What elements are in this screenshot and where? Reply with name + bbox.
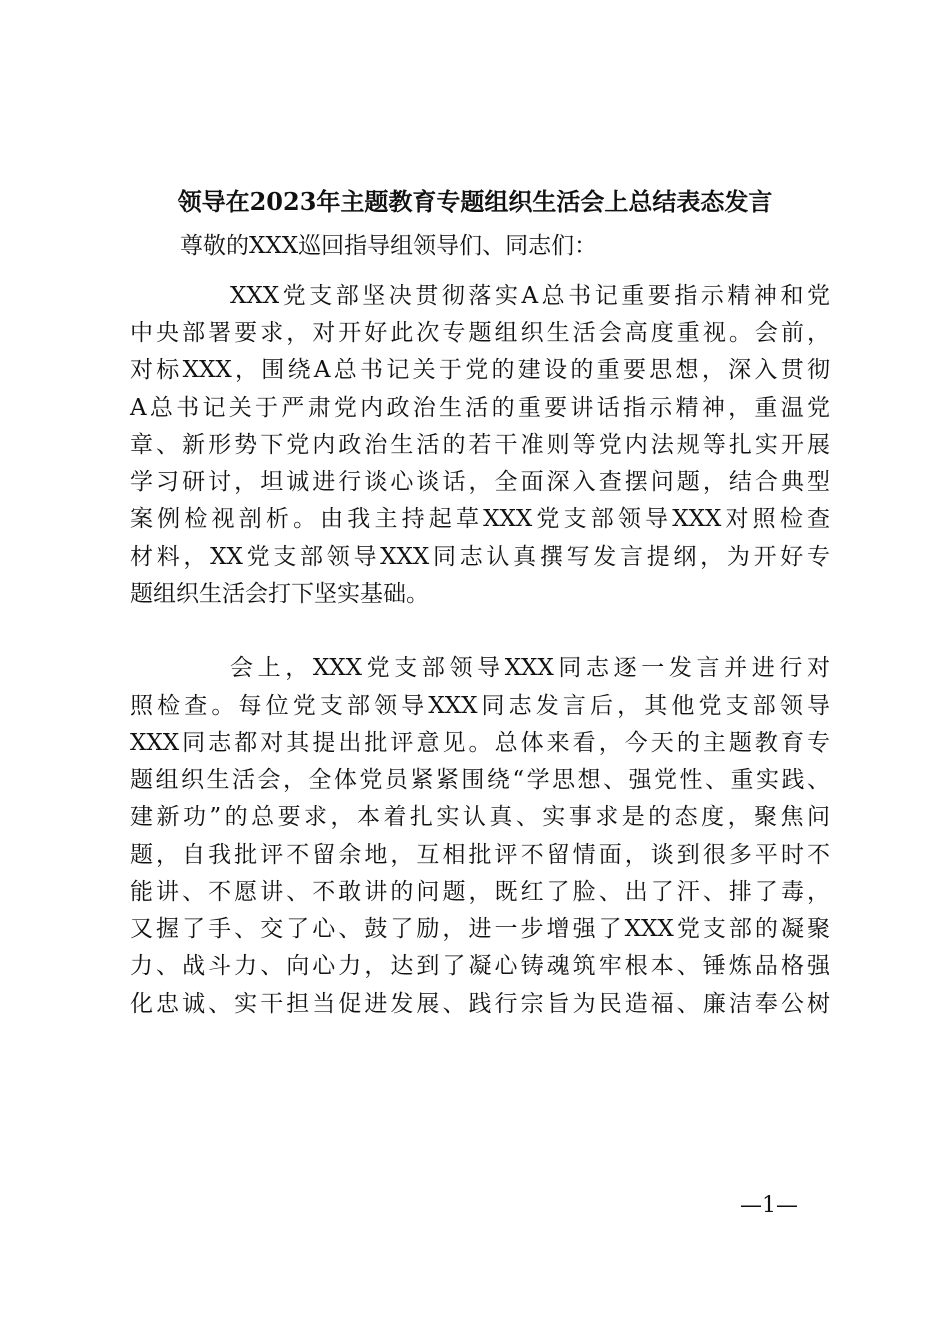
page-number: —1— (740, 1193, 798, 1218)
text-line: 照检查。每位党支部领导XXX同志发言后，其他党支部领导 (130, 693, 830, 719)
text-line: 会上，XXX党支部领导XXX同志逐一发言并进行对 (230, 655, 830, 681)
text-line: XXX同志都对其提出批评意见。总体来看，今天的主题教育专 (130, 730, 830, 756)
text-line: 力、战斗力、向心力，达到了凝心铸魂筑牢根本、锤炼品格强 (130, 953, 830, 979)
text-line: 学习研讨，坦诚进行谈心谈话，全面深入查摆问题，结合典型 (130, 469, 830, 495)
text-line: 对标XXX，围绕A总书记关于党的建设的重要思想，深入贯彻 (130, 357, 830, 383)
text-line: 材料，XX党支部领导XXX同志认真撰写发言提纲，为开好专 (130, 544, 830, 570)
text-line: 化忠诚、实干担当促进发展、践行宗旨为民造福、廉洁奉公树 (130, 991, 830, 1017)
text-line: 建新功”的总要求，本着扎实认真、实事求是的态度，聚焦问 (130, 804, 830, 830)
text-line: 题组织生活会打下坚实基础。 (130, 581, 429, 607)
document-title: 领导在2023年主题教育专题组织生活会上总结表态发言 (177, 187, 773, 216)
text-line: 中央部署要求，对开好此次专题组织生活会高度重视。会前， (130, 320, 830, 346)
text-line: 题组织生活会，全体党员紧紧围绕“学思想、强党性、重实践、 (130, 767, 830, 793)
text-line: 又握了手、交了心、鼓了励，进一步增强了XXX党支部的凝聚 (130, 916, 830, 942)
text-line: 能讲、不愿讲、不敢讲的问题，既红了脸、出了汗、排了毒， (130, 879, 830, 905)
greeting: 尊敬的XXX巡回指导组领导们、同志们： (180, 233, 598, 259)
text-line: 章、新形势下党内政治生活的若干准则等党内法规等扎实开展 (130, 432, 830, 458)
text-line: XXX党支部坚决贯彻落实A总书记重要指示精神和党 (230, 283, 830, 309)
text-line: A总书记关于严肃党内政治生活的重要讲话指示精神，重温党 (130, 395, 830, 421)
text-line: 案例检视剖析。由我主持起草XXX党支部领导XXX对照检查 (130, 506, 830, 532)
text-line: 题，自我批评不留余地，互相批评不留情面，谈到很多平时不 (130, 842, 830, 868)
